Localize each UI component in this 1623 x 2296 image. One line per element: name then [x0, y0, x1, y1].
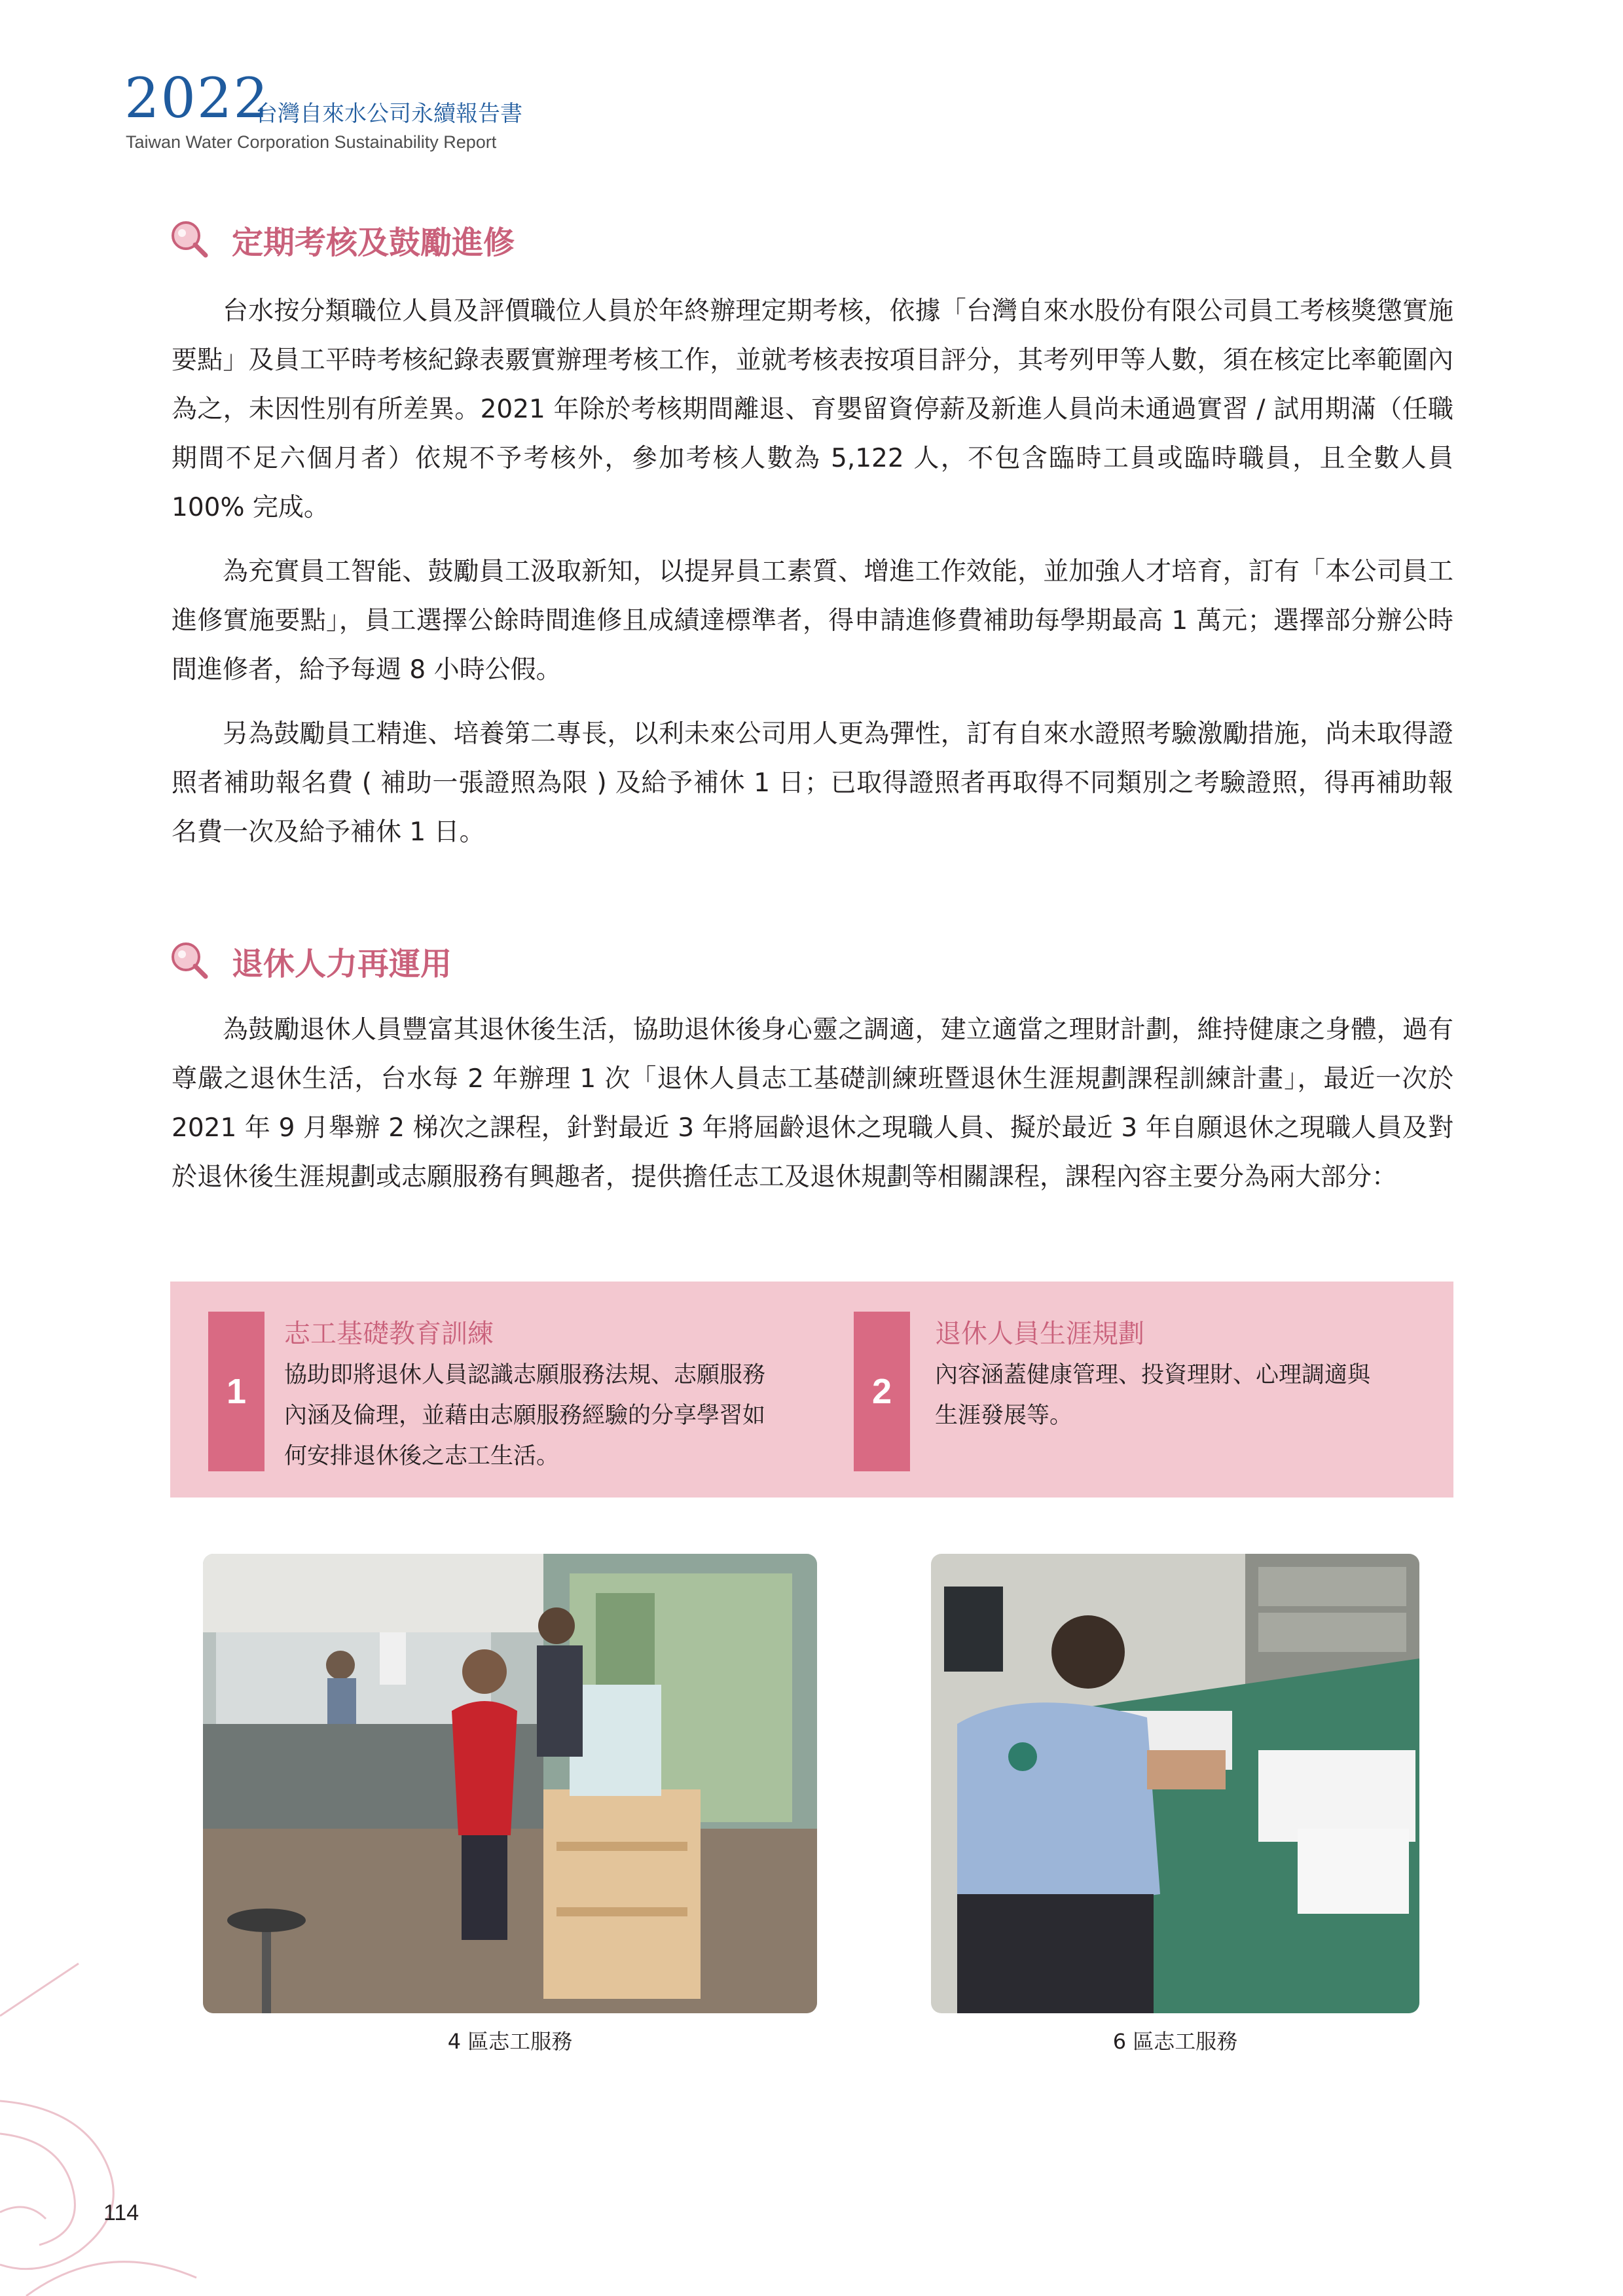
paragraph-certification: 另為鼓勵員工精進、培養第二專長，以利未來公司用人更為彈性，訂有自來水證照考驗激勵措施，尚未取得證照者補助報名費 ( 補助一張證照為限 ) 及給予補休 1 日；已取得證照者再取得不同類別之考驗證照，得再補助報名費一次及給予補休 1 日。 — [172, 719, 1453, 847]
course-description: 內容涵蓋健康管理、投資理財、心理調適與 生涯發展等。 — [935, 1362, 1371, 1429]
photo-volunteer-service-district-4 — [203, 1554, 817, 2013]
photo-caption: 4 區志工服務 — [447, 2029, 573, 2054]
course-number-badge: 2 — [854, 1312, 910, 1471]
photo-caption: 6 區志工服務 — [1112, 2029, 1238, 2054]
decorative-swirl — [0, 1937, 223, 2296]
section-title-appraisal: 定期考核及鼓勵進修 — [232, 224, 515, 261]
magnifier-icon — [169, 940, 208, 979]
paragraph-appraisal: 台水按分類職位人員及評價職位人員於年終辦理定期考核，依據「台灣自來水股份有限公司員工考核獎懲實施要點」及員工平時考核紀錄表覈實辦理考核工作，並就考核表按項目評分，其考列甲等人數，須在核定比率範圍內為之，未因性別有所差異。2021 年除於考核期間離退、育嬰留資停薪及新進人員尚未通過實習 / 試用期滿（任職期間不足六個月者）依規不予考核外，參加考核人數為 5,122 人，不包含臨時工員或臨時職員，且全數人員 100% 完成。 — [172, 296, 1453, 522]
course-description: 協助即將退休人員認識志願服務法規、志願服務 內涵及倫理，並藉由志願服務經驗的分享學習如 何安排退休後之志工生活。 — [284, 1362, 766, 1469]
photo-volunteer-service-district-6 — [931, 1554, 1419, 2013]
course-title: 退休人員生涯規劃 — [935, 1319, 1144, 1349]
magnifier-icon — [169, 219, 208, 258]
paragraph-retiree: 為鼓勵退休人員豐富其退休後生活，協助退休後身心靈之調適，建立適當之理財計劃，維持健康之身體，過有尊嚴之退休生活，台水每 2 年辦理 1 次「退休人員志工基礎訓練班暨退休生涯規劃課程訓練計畫」，最近一次於 2021 年 9 月舉辦 2 梯次之課程，針對最近 3 年將屆齡退休之現職人員、擬於最近 3 年自願退休之現職人員及對於退休後生涯規劃或志願服務有興趣者，提供擔任志工及退休規劃等相關課程，課程內容主要分為兩大部分： — [172, 1015, 1453, 1192]
course-title: 志工基礎教育訓練 — [284, 1319, 494, 1349]
page-number: 114 — [103, 2200, 139, 2225]
report-year: 2022 — [124, 66, 270, 130]
report-title-en: Taiwan Water Corporation Sustainability Report — [126, 132, 497, 152]
course-number-badge: 1 — [208, 1312, 264, 1471]
report-title-zh: 台灣自來水公司永續報告書 — [255, 101, 522, 127]
paragraph-education: 為充實員工智能、鼓勵員工汲取新知，以提昇員工素質、增進工作效能，並加強人才培育，訂有「本公司員工進修實施要點」，員工選擇公餘時間進修且成績達標準者，得申請進修費補助每學期最高 1 萬元；選擇部分辦公時間進修者，給予每週 8 小時公假。 — [172, 557, 1453, 685]
section-title-retiree: 退休人力再運用 — [232, 946, 452, 982]
